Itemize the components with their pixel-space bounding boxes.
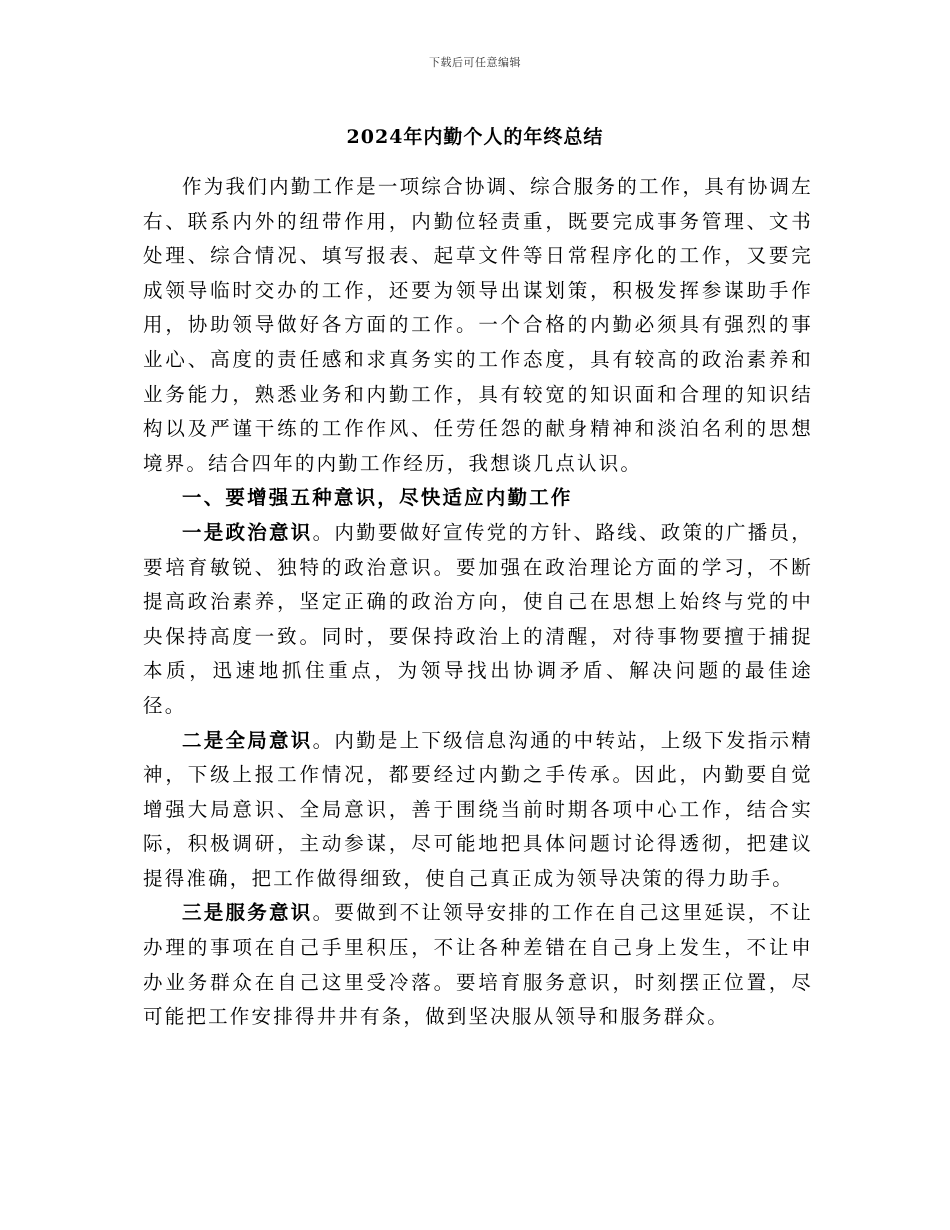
document-body bbox=[143, 170, 813, 1035]
paragraph-political-awareness bbox=[143, 516, 813, 724]
paragraph-text: 作为我们内勤工作是一项综合协调、综合服务的工作，具有协调左右、联系内外的纽带作用，内勤位轻责重，既要完成事务管理、文书处理、综合情况、填写报表、起草文件等日常程序化的工作，又要完成领导临时交办的工作，还要为领导出谋划策，积极发挥参谋助手作用，协助领导做好各方面的工作。一个合格的内勤必须具有强烈的事业心、高度的责任感和求真务实的工作态度，具有较高的政治素养和业务能力，熟悉业务和内勤工作，具有较宽的知识面和合理的知识结构以及严谨干练的工作作风、任劳任怨的献身精神和淡泊名利的思想境界。结合四年的内勤工作经历，我想谈几点认识。 bbox=[143, 175, 813, 475]
paragraph-lead: 一是政治意识 bbox=[182, 520, 313, 544]
paragraph-lead: 二是全局意识 bbox=[182, 728, 313, 752]
paragraph-text: 。内勤是上下级信息沟通的中转站，上级下发指示精神，下级上报工作情况，都要经过内勤之手传承。因此，内勤要自觉增强大局意识、全局意识，善于围绕当前时期各项中心工作，结合实际，积极调研，主动参谋，尽可能地把具体问题讨论得透彻，把建议提得准确，把工作做得细致，使自己真正成为领导决策的得力助手。 bbox=[143, 728, 813, 890]
paragraph-lead: 三是服务意识 bbox=[182, 901, 313, 925]
paragraph-text: 。要做到不让领导安排的工作在自己这里延误，不让办理的事项在自己手里积压，不让各种差错在自己身上发生，不让申办业务群众在自己这里受冷落。要培育服务意识，时刻摆正位置，尽可能把工作安排得井井有条，做到坚决服从领导和服务群众。 bbox=[143, 901, 813, 1029]
paragraph-overall-awareness bbox=[143, 724, 813, 897]
header-note: 下载后可任意编辑 bbox=[429, 56, 521, 69]
document-title: 2024年内勤个人的年终总结 bbox=[346, 126, 604, 148]
paragraph-text: 。内勤要做好宣传党的方针、路线、政策的广播员，要培育敏锐、独特的政治意识。要加强在政治理论方面的学习，不断提高政治素养，坚定正确的政治方向，使自己在思想上始终与党的中央保持高度一致。同时，要保持政治上的清醒，对待事物要擅于捕捉本质，迅速地抓住重点，为领导找出协调矛盾、解决问题的最佳途径。 bbox=[143, 520, 813, 717]
paragraph-service-awareness bbox=[143, 896, 813, 1034]
section-heading: 一、要增强五种意识，尽快适应内勤工作 bbox=[182, 486, 573, 510]
paragraph-intro bbox=[143, 170, 813, 481]
